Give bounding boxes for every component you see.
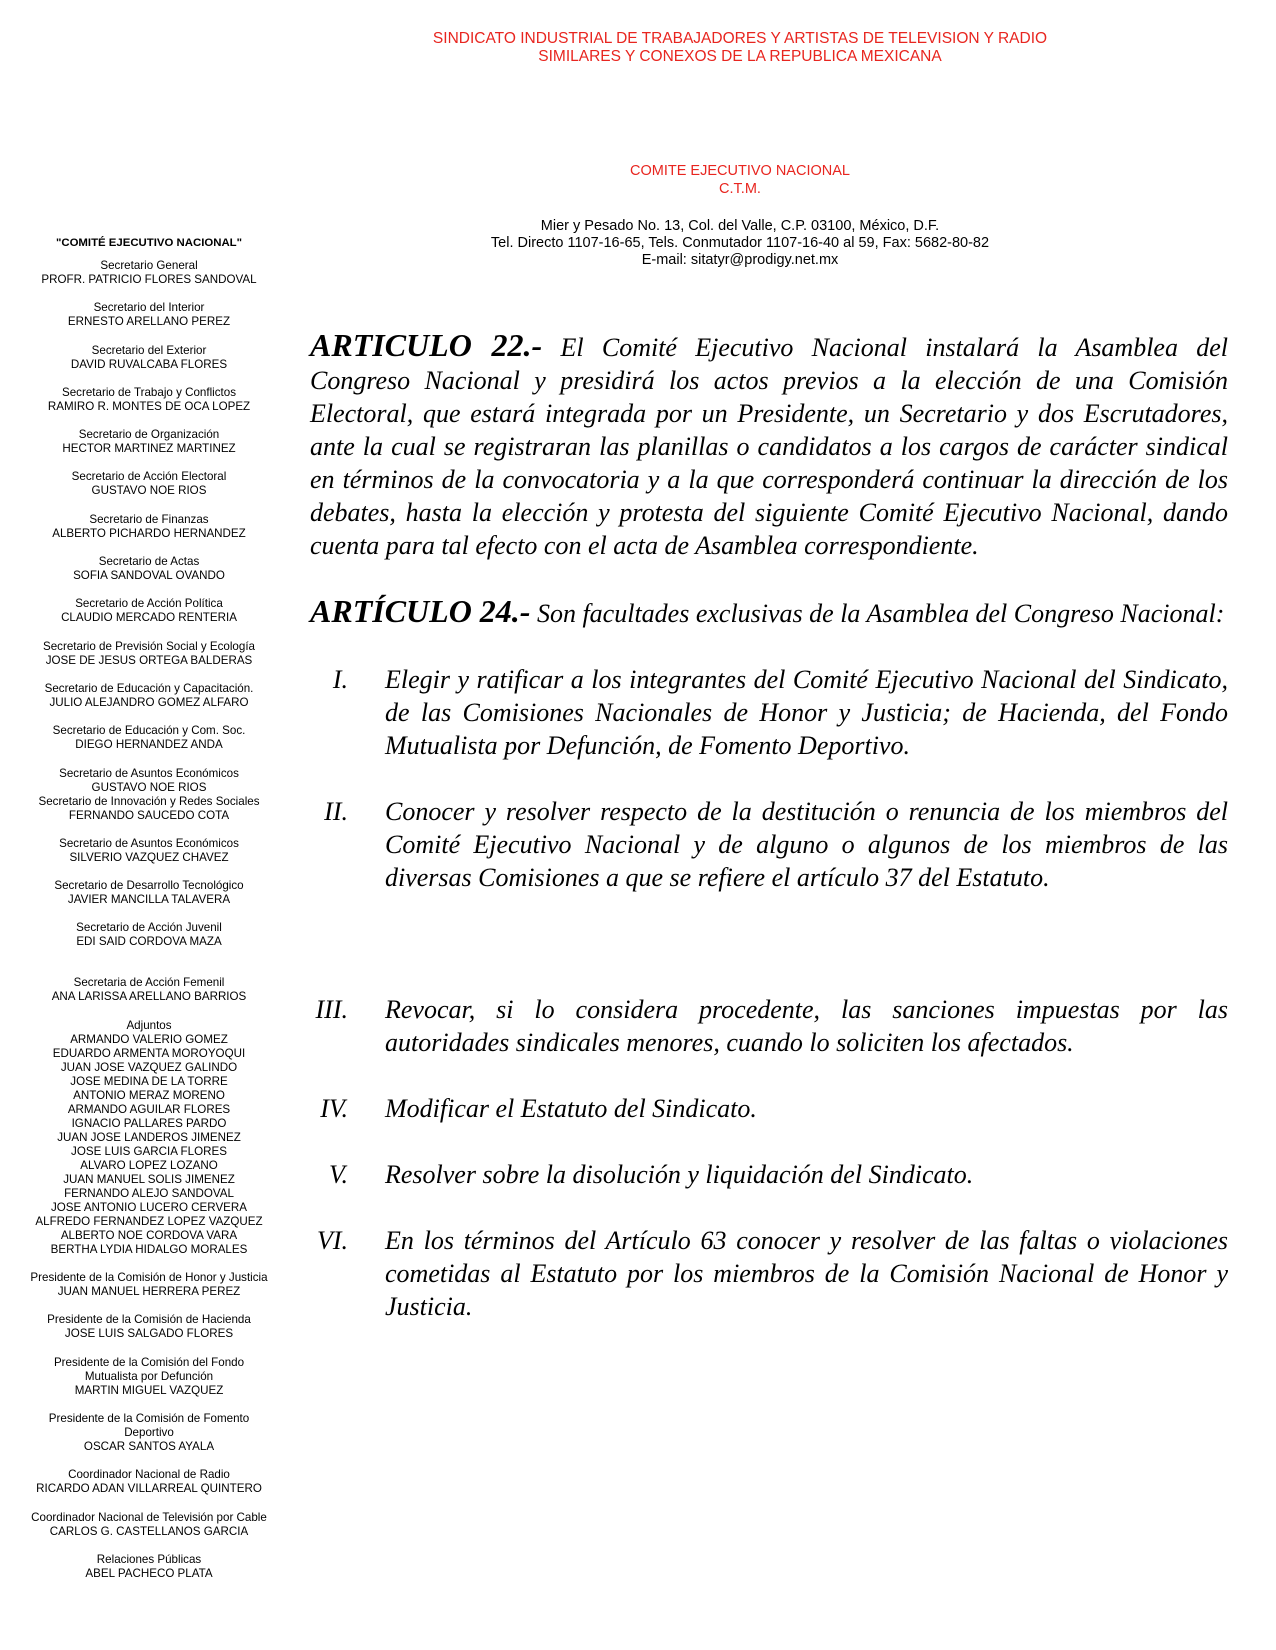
- roster-role: Secretario del Interior: [93, 301, 205, 315]
- roster-entry: [14, 555, 284, 583]
- list-item-text: Elegir y ratificar a los integrantes del Comité Ejecutivo Nacional del Sindicato, de las Comisiones Nacionales de Honor y Justicia; de Hacienda, del Fondo Mutualista por Defunción, de Fomento Deportivo.: [385, 665, 1228, 760]
- committee-title: [400, 162, 1080, 198]
- roster-member: EDI SAID CORDOVA MAZA: [76, 935, 222, 949]
- roster-entry: [14, 682, 284, 710]
- list-item-number: III.: [315, 995, 348, 1024]
- roster-member: ABEL PACHECO PLATA: [85, 1566, 213, 1580]
- list-item: [310, 1092, 1228, 1125]
- roster-role: Secretario de Previsión Social y Ecología: [42, 639, 256, 653]
- roster-member: GUSTAVO NOE RIOS: [91, 484, 207, 498]
- roster-entry: [14, 1313, 284, 1341]
- roster-entry: [14, 795, 284, 823]
- roster-member: JOSE LUIS SALGADO FLORES: [64, 1327, 234, 1341]
- roster-member: PROFR. PATRICIO FLORES SANDOVAL: [41, 273, 257, 286]
- article-22-body: El Comité Ejecutivo Nacional instalará la Asamblea del Congreso Nacional y presidirá los actos previos a la elección de una Comisión Electoral, que estará integrada por un Presidente, un Secretario y dos Escrutadores, ante la cual se registraran las planillas o candidatos a los cargos de carácter sindical en términos de la convocatoria y a la que corresponderá continuar la dirección de los debates, hasta la elección y protesta del siguiente Comité Ejecutivo Nacional, dando cuenta para tal efecto con el acta de Asamblea correspondiente.: [310, 333, 1228, 560]
- roster-entry: [14, 837, 284, 865]
- roster-role: Secretario del Exterior: [91, 343, 207, 357]
- roster-member: ALFREDO FERNANDEZ LOPEZ VAZQUEZ: [35, 1214, 263, 1228]
- list-item: [310, 993, 1228, 1059]
- article-24-title: ARTÍCULO 24.-: [310, 593, 531, 629]
- list-item-text: Resolver sobre la disolución y liquidación del Sindicato.: [385, 1160, 974, 1189]
- roster-entry: [14, 879, 284, 907]
- list-item: [310, 1224, 1228, 1323]
- committee-roster: [14, 236, 284, 1595]
- roster-role: Presidente de la Comisión de Fomento: [48, 1411, 250, 1425]
- roster-entry: [14, 301, 284, 329]
- list-item: [310, 1158, 1228, 1191]
- roster-member: JUAN MANUEL SOLIS JIMENEZ: [63, 1172, 235, 1186]
- roster-role: Relaciones Públicas: [96, 1552, 202, 1566]
- roster-member: ALVARO LOPEZ LOZANO: [80, 1158, 218, 1172]
- roster-role: Secretario de Acción Política: [75, 597, 223, 611]
- roster-member: JOSE MEDINA DE LA TORRE: [70, 1074, 228, 1088]
- roster-role: Presidente de la Comisión de Honor y Justicia: [30, 1271, 268, 1285]
- email-line: E-mail: sitatyr@prodigy.net.mx: [641, 252, 839, 268]
- roster-member: MARTIN MIGUEL VAZQUEZ: [74, 1383, 224, 1397]
- roster-entry: [14, 513, 284, 541]
- roster-entry: [14, 1271, 284, 1299]
- roster-role: Secretario de Educación y Com. Soc.: [52, 724, 246, 738]
- roster-member: DAVID RUVALCABA FLORES: [70, 357, 228, 371]
- roster-member: DIEGO HERNANDEZ ANDA: [75, 738, 223, 752]
- list-item-text: Modificar el Estatuto del Sindicato.: [385, 1094, 757, 1123]
- roster-entry: [14, 921, 284, 949]
- roster-member: SOFIA SANDOVAL OVANDO: [73, 569, 225, 583]
- roster-member: ALBERTO NOE CORDOVA VARA: [60, 1228, 238, 1242]
- roster-member: JAVIER MANCILLA TALAVERA: [67, 893, 231, 907]
- roster-role: Presidente de la Comisión del Fondo: [53, 1355, 245, 1369]
- roster-entry: [14, 386, 284, 414]
- article-22-title: ARTICULO 22.-: [310, 327, 543, 363]
- phone-line: Tel. Directo 1107-16-65, Tels. Conmutador 1107-16-40 al 59, Fax: 5682-80-82: [490, 235, 990, 251]
- roster-entry: [14, 1019, 284, 1257]
- roster-member: EDUARDO ARMENTA MOROYOQUI: [52, 1046, 246, 1060]
- roster-role: Secretario de Educación y Capacitación.: [44, 681, 254, 695]
- article-24-list: [310, 663, 1228, 1323]
- committee-name: COMITE EJECUTIVO NACIONAL: [630, 163, 850, 179]
- list-item-number: I.: [332, 665, 348, 694]
- roster-entry: [14, 1412, 284, 1454]
- roster-role: Secretario de Finanzas: [89, 512, 209, 526]
- roster-member: OSCAR SANTOS AYALA: [83, 1439, 215, 1453]
- roster-member: RAMIRO R. MONTES DE OCA LOPEZ: [47, 399, 251, 413]
- list-item-number: II.: [324, 797, 348, 826]
- list-item-text: Revocar, si lo considera procedente, las sanciones impuestas por las autoridades sindicales menores, cuando lo soliciten los afectados.: [385, 995, 1228, 1057]
- roster-role: Secretaria de Acción Femenil: [73, 976, 225, 990]
- roster-member: IGNACIO PALLARES PARDO: [71, 1116, 227, 1130]
- roster-member: JOSE DE JESUS ORTEGA BALDERAS: [45, 653, 253, 667]
- roster-role: Secretario de Asuntos Económicos: [59, 836, 239, 850]
- roster-member: FERNANDO ALEJO SANDOVAL: [64, 1186, 234, 1200]
- roster-role: Coordinador Nacional de Televisión por Cable: [31, 1510, 267, 1524]
- roster-role: Secretario General: [100, 259, 198, 272]
- article-24-intro: Son facultades exclusivas de la Asamblea del Congreso Nacional:: [536, 599, 1225, 628]
- roster-member: Mutualista por Defunción: [84, 1369, 214, 1383]
- roster-role: Secretario de Trabajo y Conflictos: [62, 385, 236, 399]
- roster-member: SILVERIO VAZQUEZ CHAVEZ: [69, 850, 229, 864]
- letterhead-title: [300, 30, 1180, 66]
- roster-member: ANTONIO MERAZ MORENO: [73, 1088, 225, 1102]
- confederation-abbr: C.T.M.: [719, 181, 761, 197]
- list-item: [310, 795, 1228, 894]
- roster-member: CARLOS G. CASTELLANOS GARCIA: [49, 1524, 249, 1538]
- roster-member: JOSE LUIS GARCIA FLORES: [71, 1144, 227, 1158]
- article-24: [310, 595, 1228, 630]
- union-name-line1: SINDICATO INDUSTRIAL DE TRABAJADORES Y ARTISTAS DE TELEVISION Y RADIO: [432, 30, 1048, 47]
- roster-role: Presidente de la Comisión de Hacienda: [47, 1313, 251, 1327]
- list-item-number: V.: [328, 1160, 348, 1189]
- roster-entry: [14, 344, 284, 372]
- roster-member: ANA LARISSA ARELLANO BARRIOS: [51, 990, 247, 1004]
- roster-entry: [14, 1468, 284, 1496]
- list-item-number: VI.: [316, 1226, 348, 1255]
- roster-member: ARMANDO AGUILAR FLORES: [67, 1102, 231, 1116]
- address-block: [400, 218, 1080, 269]
- roster-member: GUSTAVO NOE RIOS: [91, 780, 207, 794]
- roster-member: JUAN JOSE LANDEROS JIMENEZ: [57, 1130, 241, 1144]
- roster-role: Secretario de Actas: [98, 555, 200, 569]
- roster-entry: [14, 724, 284, 752]
- roster-groups: [14, 259, 284, 1581]
- list-item-number: IV.: [320, 1094, 348, 1123]
- roster-member: ALBERTO PICHARDO HERNANDEZ: [52, 526, 246, 540]
- roster-role: Coordinador Nacional de Radio: [68, 1468, 230, 1482]
- list-item-text: Conocer y resolver respecto de la destitución o renuncia de los miembros del Comité Ejecutivo Nacional y de alguno o algunos de los miembros de las diversas Comisiones a que se refiere el artículo 37 del Estatuto.: [385, 797, 1228, 892]
- roster-entry: [14, 1511, 284, 1539]
- roster-member: FERNANDO SAUCEDO COTA: [68, 808, 230, 822]
- roster-member: ARMANDO VALERIO GOMEZ: [70, 1032, 228, 1046]
- roster-member: BERTHA LYDIA HIDALGO MORALES: [50, 1242, 248, 1256]
- roster-member: JULIO ALEJANDRO GOMEZ ALFARO: [49, 695, 249, 709]
- roster-entry: [14, 428, 284, 456]
- roster-role: Secretario de Asuntos Económicos: [59, 766, 239, 780]
- roster-role: Secretario de Innovación y Redes Sociales: [38, 794, 260, 808]
- roster-entry: [14, 597, 284, 625]
- roster-role: Secretario de Organización: [78, 428, 220, 442]
- roster-entry: [14, 259, 284, 287]
- roster-entry: [14, 976, 284, 1004]
- roster-member: Deportivo: [124, 1425, 174, 1439]
- roster-member: JUAN JOSE VAZQUEZ GALINDO: [60, 1060, 238, 1074]
- list-item-text: En los términos del Artículo 63 conocer y resolver de las faltas o violaciones cometidas al Estatuto por los miembros de la Comisión Nacional de Honor y Justicia.: [385, 1226, 1228, 1321]
- roster-entry: [14, 1553, 284, 1581]
- article-22: [310, 329, 1228, 562]
- roster-entry: [14, 767, 284, 795]
- list-item: [310, 663, 1228, 762]
- roster-role: Secretario de Acción Juvenil: [76, 921, 222, 935]
- roster-entry: [14, 640, 284, 668]
- roster-member: ERNESTO ARELLANO PEREZ: [67, 315, 231, 329]
- roster-entry: [14, 1356, 284, 1398]
- address-line: Mier y Pesado No. 13, Col. del Valle, C.P. 03100, México, D.F.: [540, 218, 940, 234]
- roster-role: Secretario de Desarrollo Tecnológico: [54, 879, 244, 893]
- roster-member: JUAN MANUEL HERRERA PEREZ: [57, 1285, 241, 1299]
- roster-member: JOSE ANTONIO LUCERO CERVERA: [50, 1200, 248, 1214]
- roster-member: HECTOR MARTINEZ MARTINEZ: [62, 442, 236, 456]
- union-name-line2: SIMILARES Y CONEXOS DE LA REPUBLICA MEXICANA: [538, 48, 942, 65]
- roster-role: Secretario de Acción Electoral: [71, 470, 227, 484]
- roster-role: Adjuntos: [126, 1018, 172, 1032]
- document-body: [310, 329, 1228, 1323]
- roster-entry: [14, 470, 284, 498]
- roster-heading: "COMITÉ EJECUTIVO NACIONAL": [55, 237, 243, 249]
- roster-member: RICARDO ADAN VILLARREAL QUINTERO: [36, 1482, 262, 1496]
- roster-member: CLAUDIO MERCADO RENTERIA: [61, 611, 237, 625]
